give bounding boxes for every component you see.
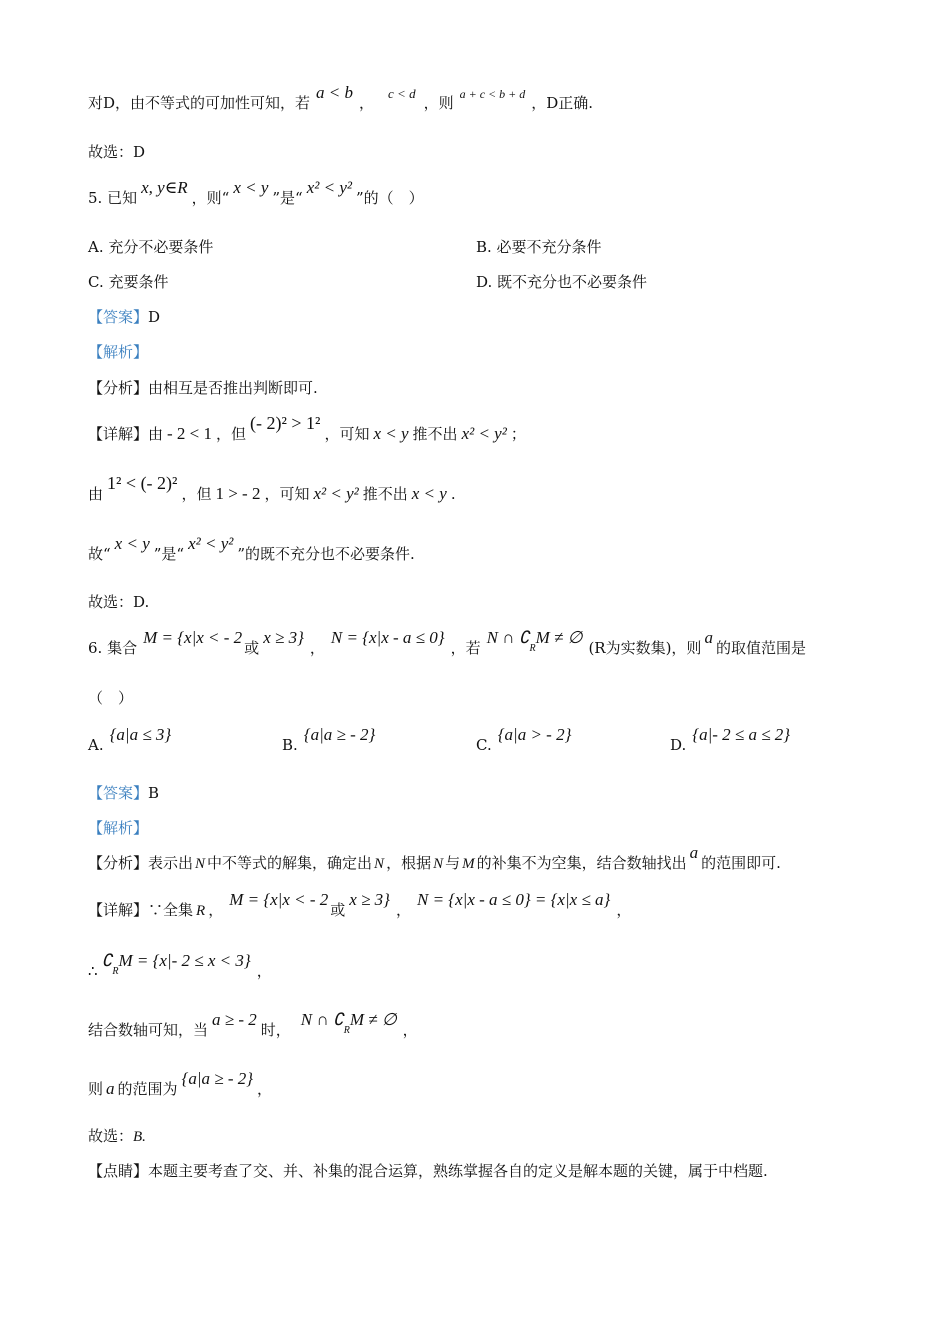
text: ，若 xyxy=(450,639,481,657)
math: x ≥ 3} xyxy=(349,890,390,909)
text: 的取值范围是 xyxy=(715,639,806,657)
text: 时， xyxy=(260,1021,291,1039)
math: x² < y² xyxy=(461,424,507,443)
text: ，D正确. xyxy=(531,94,594,112)
answer-value: D xyxy=(148,308,161,326)
math: N xyxy=(195,856,206,872)
math-subscript: R xyxy=(529,643,536,654)
math: x < y xyxy=(114,534,150,553)
text: 5. 已知 xyxy=(88,189,138,207)
question-5 xyxy=(88,178,424,209)
math: a < b xyxy=(316,83,354,102)
math: a xyxy=(689,843,699,862)
text: 故选： xyxy=(88,1127,134,1145)
text: ， xyxy=(359,94,375,112)
option-label: B. xyxy=(282,736,298,754)
math: 1² < (- 2)² xyxy=(107,473,178,493)
text: ， xyxy=(257,1080,273,1098)
math: x < y xyxy=(233,178,269,197)
math: 1 > - 2 xyxy=(215,484,261,503)
math: - 2 < 1 xyxy=(167,424,213,443)
option-c xyxy=(476,725,572,756)
math: B. xyxy=(133,1129,146,1145)
math: {a|a > - 2} xyxy=(497,725,572,744)
option-label: A. xyxy=(88,736,104,754)
option-a: A. 充分不必要条件 xyxy=(88,238,214,256)
math: M ≠ ∅ xyxy=(535,628,583,647)
math: ∁ xyxy=(101,951,113,970)
text-line: 【分析】由相互是否推出判断即可. xyxy=(88,379,318,397)
text: 的补集不为空集，结合数轴找出 xyxy=(476,854,687,872)
text-line xyxy=(88,1010,418,1044)
math: M xyxy=(462,856,475,872)
text-line xyxy=(88,951,272,985)
text: ， xyxy=(402,1021,418,1039)
text-line: （ ） xyxy=(88,689,134,707)
text: ， xyxy=(395,901,411,919)
text: 由 xyxy=(88,485,104,503)
text: ， xyxy=(208,901,224,919)
option-a xyxy=(88,725,172,756)
text: 推不出 xyxy=(362,485,408,503)
text-line xyxy=(88,413,526,445)
math: x ≥ 3} xyxy=(263,628,304,647)
text: 与 xyxy=(445,854,461,872)
answer-value: B xyxy=(148,784,160,802)
text-line: 【点睛】本题主要考查了交、并、补集的混合运算，熟练掌握各自的定义是解本题的关键，属于中档题. xyxy=(88,1162,768,1180)
text-line xyxy=(88,843,781,875)
math: M = {x|x < - 2 xyxy=(229,890,329,909)
text-line: 故选：D xyxy=(88,143,146,161)
math: a + c < b + d xyxy=(459,87,526,101)
math: N ∩ ∁ xyxy=(300,1010,344,1029)
text: 的范围为 xyxy=(117,1080,178,1098)
text: 中不等式的解集，确定出 xyxy=(207,854,373,872)
text-line xyxy=(88,1069,273,1100)
text: 【详解】∵全集 xyxy=(88,901,194,919)
math: a xyxy=(106,1079,115,1098)
math: M = {x|x < - 2 xyxy=(143,628,243,647)
text: ”的（ ） xyxy=(356,189,424,207)
text: 的范围即可. xyxy=(701,854,781,872)
option-label: D. xyxy=(670,736,687,754)
option-label: C. xyxy=(476,736,492,754)
text-line: 故选：D. xyxy=(88,593,150,611)
text: ，根据 xyxy=(386,854,432,872)
text: ∴ xyxy=(88,962,98,980)
text-line xyxy=(88,473,456,505)
text-line xyxy=(88,1125,146,1148)
option-d: D. 既不充分也不必要条件 xyxy=(476,273,648,291)
math: x < y xyxy=(373,424,409,443)
text: 【分析】表示出 xyxy=(88,854,194,872)
text: ，则“ xyxy=(191,189,230,207)
text: ，但 xyxy=(216,425,247,443)
answer-line xyxy=(88,306,160,328)
text: ，则 xyxy=(423,94,454,112)
analysis-tag: 【解析】 xyxy=(88,343,149,361)
math: N xyxy=(433,856,444,872)
text: ， xyxy=(309,639,325,657)
text: 或 xyxy=(330,901,346,919)
text: 结合数轴可知，当 xyxy=(88,1021,209,1039)
text: ”是“ xyxy=(272,189,303,207)
answer-tag: 【答案】 xyxy=(88,308,149,326)
text: ”是“ xyxy=(153,545,185,563)
math: N = {x|x - a ≤ 0} = {x|x ≤ a} xyxy=(417,890,611,909)
answer-line xyxy=(88,782,159,804)
text: 或 xyxy=(244,639,260,657)
text: (R为实数集)，则 xyxy=(588,639,702,657)
math: c < d xyxy=(388,86,416,101)
answer-tag: 【答案】 xyxy=(88,784,149,802)
option-b xyxy=(282,725,376,756)
math: {a|a ≤ 3} xyxy=(109,725,172,744)
question-6 xyxy=(88,628,806,662)
math: M = {x|- 2 ≤ x < 3} xyxy=(118,951,251,970)
analysis-tag: 【解析】 xyxy=(88,819,149,837)
text: ，可知 xyxy=(324,425,370,443)
text: 6. 集合 xyxy=(88,639,138,657)
math-subscript: R xyxy=(343,1025,350,1036)
text: ”的既不充分也不必要条件. xyxy=(237,545,415,563)
text: 对D，由不等式的可加性可知，若 xyxy=(88,94,311,112)
text: ； xyxy=(510,425,526,443)
text: 故“ xyxy=(88,545,111,563)
text: 则 xyxy=(88,1080,104,1098)
math: R xyxy=(196,903,206,919)
text-line xyxy=(88,83,594,115)
text: 推不出 xyxy=(412,425,458,443)
text: ，可知 xyxy=(264,485,310,503)
option-c: C. 充要条件 xyxy=(88,273,169,291)
math: a xyxy=(704,628,713,647)
math: x < y xyxy=(411,484,447,503)
math: {a|- 2 ≤ a ≤ 2} xyxy=(692,725,791,744)
text-line xyxy=(88,890,632,922)
math-subscript: R xyxy=(112,966,119,977)
math: x² < y² xyxy=(313,484,359,503)
text-line xyxy=(88,534,415,565)
text: ， xyxy=(256,962,272,980)
math: x² < y² xyxy=(188,534,234,553)
math: (- 2)² > 1² xyxy=(250,413,321,433)
math: {a|a ≥ - 2} xyxy=(303,725,376,744)
math: x, y∈R xyxy=(141,178,188,197)
text: ，但 xyxy=(181,485,212,503)
text: . xyxy=(450,485,456,503)
text: ， xyxy=(616,901,632,919)
option-d xyxy=(670,725,791,756)
text: 【详解】由 xyxy=(88,425,164,443)
math: a ≥ - 2 xyxy=(212,1010,257,1029)
math: N ∩ ∁ xyxy=(486,628,530,647)
math: M ≠ ∅ xyxy=(349,1010,397,1029)
math: x² < y² xyxy=(306,178,352,197)
math: {a|a ≥ - 2} xyxy=(181,1069,254,1088)
option-b: B. 必要不充分条件 xyxy=(476,238,602,256)
math: N = {x|x - a ≤ 0} xyxy=(330,628,445,647)
math: N xyxy=(374,856,385,872)
